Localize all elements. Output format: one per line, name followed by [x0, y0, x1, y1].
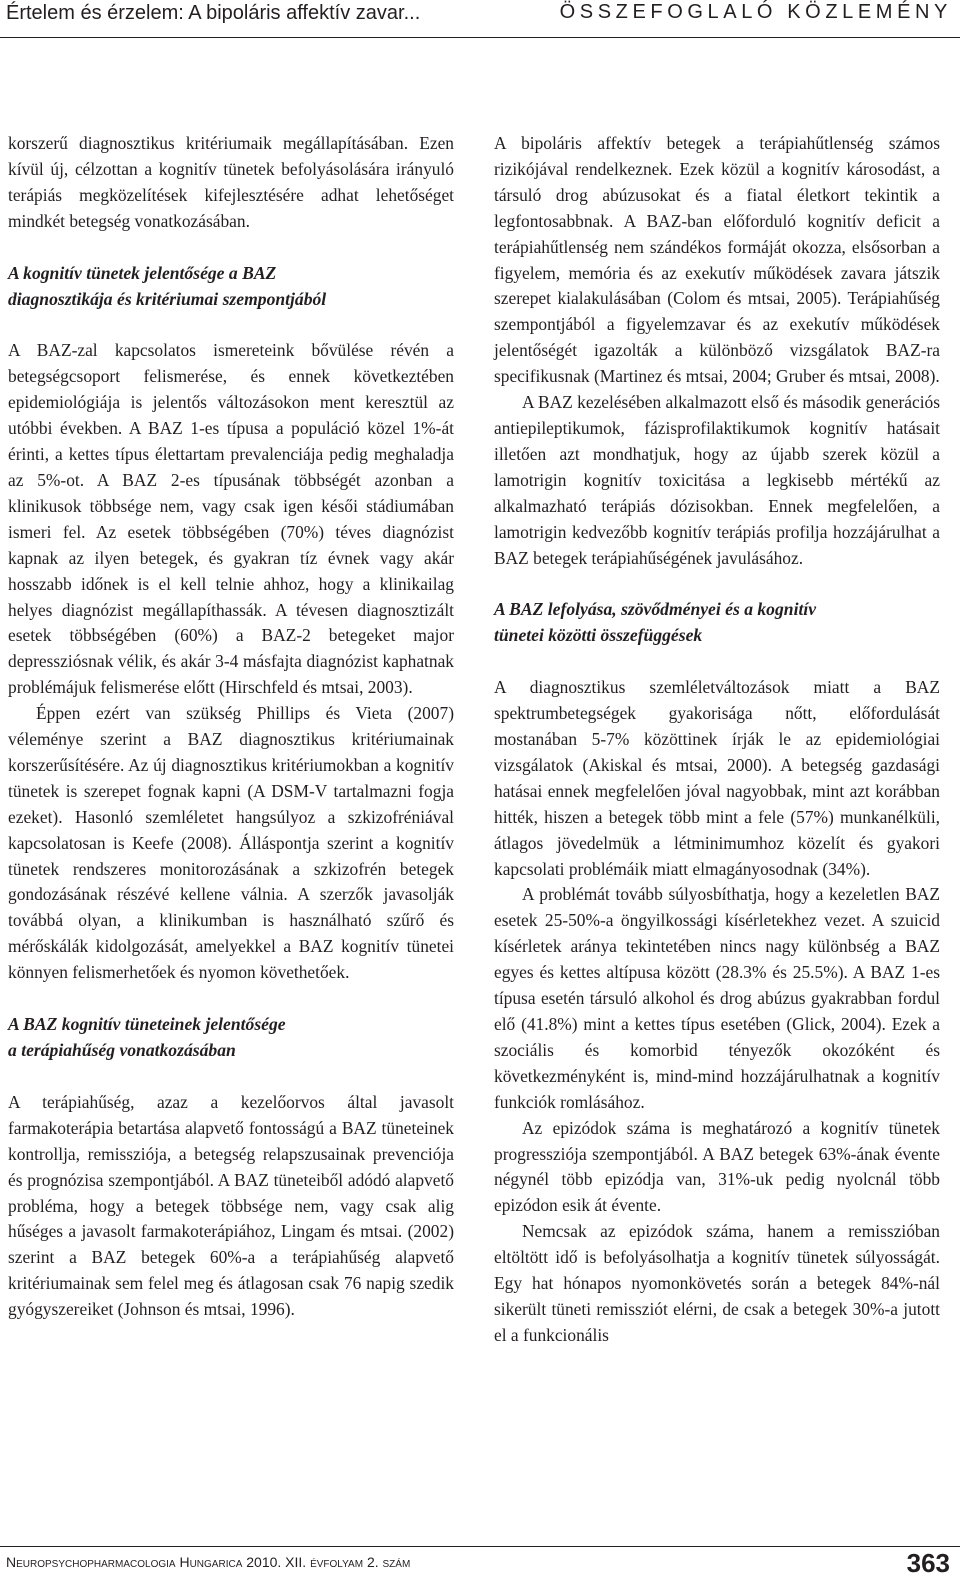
footer-rule: [0, 1546, 960, 1547]
section-heading: [8, 1012, 454, 1064]
paragraph: A problémát tovább súlyosbíthatja, hogy a kezeletlen BAZ esetek 25-50%-a öngyilkossági kísérletekhez vezet. A szuicid kísérletek aránya tekintetében nincs nagy különbség a BAZ egyes és kettes altípusa között (28.3% és 25.5%). A BAZ 1-es típusa esetén társuló alkohol és drog abúzus gyakrabban fordul elő (41.8%) mint a kettes típus esetében (Glick, 2004). Ezek a szociális és komorbid tényezők okozóként és következményként is, mind-mind hozzájárulhatnak a kognitív funkciók romlásához.: [494, 884, 940, 1112]
heading-line: a terápiahűség vonatkozásában: [8, 1040, 236, 1060]
heading-line: A BAZ lefolyása, szövődményei és a kognitív: [494, 599, 817, 620]
heading-line: A BAZ kognitív tüneteinek jelentősége: [8, 1014, 286, 1035]
paragraph: A BAZ-zal kapcsolatos ismereteink bővülése révén a betegségcsoport felismerése, és ennek következtében epidemiológiája is jelentős változásokon ment keresztül az utóbbi években. A BAZ 1-es típusa a populáció közel 1%-át érinti, a kettes típus élettartam prevalenciája pedig meghaladja az 5%-ot. A BAZ 2-es típusának többségét azonban a klinikusok többsége nem, vagy csak igen késői stádiumában ismeri fel. Az esetek többségében (70%) téves diagnózist kapnak az ilyen betegek, és gyakran tíz évnek vagy akár hosszabb időnek is el kell telnie ahhoz, hogy a klinikailag helyes diagnózist megállapíthassák. A tévesen diagnosztizált esetek többségében (60%) a BAZ-2 betegeket major depressziósnak vélik, és akár 3-4 másfajta diagnózist kaphatnak problémájuk felismerése előtt (Hirschfeld és mtsai, 2003).: [8, 340, 454, 698]
paragraph: A bipoláris affektív betegek a terápiahűtlenség számos rizikójával rendelkeznek. Ezek közül a kognitív károsodást, a társuló drog abúzusokat és a fiatal életkort tekintik a legfontosabbnak. A BAZ-ban előforduló kognitív deficit a terápiahűtlenség nem szándékos formáját okozza, elsősorban a figyelem, memória és az exekutív működések zavara játszik szerepet kialakulásában (Colom és mtsai, 2005). Terápiahűség szempontjából a figyelemzavar és az exekutív működések jelentőségét igazolták a különböző vizsgálatok BAZ-ra specifikusnak (Martinez és mtsai, 2004; Gruber és mtsai, 2008).: [494, 133, 940, 387]
paragraph: A diagnosztikus szemléletváltozások miatt a BAZ spektrumbetegségek gyakorisága nőtt, előfordulását mostanában 5-7% közöttinek írják le az epidemiológiai vizsgálatok (Akiskal és mtsai, 2000). A betegség gazdasági hatásai ennek megfelelően jóval nagyobbak, mint azt korábban hitték, hiszen a betegek több mint a fele (57%) munkanélküli, átlagos jövedelmük a létminimumhoz közelít és gyakori kapcsolati problémáik miatt elmagányosodnak (34%).: [494, 677, 940, 879]
heading-line: diagnosztikája és kritériumai szempontjából: [8, 288, 327, 309]
paragraph: Nemcsak az epizódok száma, hanem a remisszióban eltöltött idő is befolyásolhatja a kognitív tünetek súlyosságát. Egy hat hónapos nyomonkövetés során a betegek 84%-nál sikerült tüneti remissziót elérni, de csak a betegek 30%-a jutott el a funkcionális: [494, 1221, 940, 1345]
paragraph: korszerű diagnosztikus kritériumaik megállapításában. Ezen kívül új, célzottan a kognitív tünetek befolyásolására irányuló terápiás megközelítések kifejlesztésére adhat lehetőséget mindkét betegség vonatkozásában.: [8, 133, 454, 231]
paragraph: A terápiahűség, azaz a kezelőorvos által javasolt farmakoterápia betartása alapvető fontosságú a BAZ tüneteinek kontrollja, remissziója, a betegség relapszusainak prevenciója és prognózisa szempontjából. A BAZ tüneteiből adódó alapvető probléma, hogy a betegek többsége nem, vagy csak alig hűséges a javasolt farmakoterápiához, Lingam és mtsai. (2002) szerint a BAZ betegek 60%-a a terápiahűség alapvető kritériumainak sem felel meg és átlagosan csak 76 napig szedik gyógyszereiket (Johnson és mtsai, 1996).: [8, 1091, 454, 1320]
header-rule: [0, 37, 960, 38]
running-header: [0, 0, 960, 40]
heading-line: A kognitív tünetek jelentősége a BAZ: [8, 262, 277, 283]
heading-line: tünetei közötti összefüggések: [494, 625, 703, 646]
paragraph: Az epizódok száma is meghatározó a kognitív tünetek progressziója szempontjából. A BAZ betegek 63%-ának évente négynél több epizódja van, 31%-uk pedig nyolcnál több epizódon esik át évente.: [494, 1117, 940, 1216]
running-title: Értelem és érzelem: A bipoláris affektív zavar...: [6, 2, 421, 24]
section-label: ÖSSZEFOGLALÓ KÖZLEMÉNY: [559, 1, 952, 23]
paragraph: A BAZ kezelésében alkalmazott első és második generációs antiepileptikumok, fázisprofilaktikumok kognitív hatásait illetően azt mondhatjuk, hogy az újabb szerek közül a lamotrigin kognitív toxicitása a legkisebb mértékű az alkalmazható terápiás dózisokban. Ennek megfelelően, a lamotrigin kedvezőbb kognitív terápiás profilja hozzájárulhat a BAZ betegek terápiahűségének javulásához.: [494, 392, 940, 568]
section-heading: [494, 597, 940, 649]
right-column: [494, 131, 940, 1349]
left-column: [8, 131, 454, 1323]
paragraph: Éppen ezért van szükség Phillips és Vieta (2007) véleménye szerint a BAZ diagnosztikus kritériumainak korszerűsítésére. Az új diagnosztikus kritériumokban a kognitív tünetek is szerepet fognak kapni (A DSM-V tartalmazni fogja ezeket). Hasonló szemléletet hangsúlyoz a szkizofréniával kapcsolatosan is Keefe (2008). Álláspontja szerint a kognitív tünetek rendszeres monitorozásának a szkizofrén betegek gondozásának részévé kellene válnia. A szerzők javasolják továbbá olyan, a klinikumban is használható szűrő és mérőskálák kidolgozását, amelyekkel a BAZ kognitív tünetei könnyen felismerhetőek és nyomon követhetőek.: [8, 703, 454, 983]
page-footer: [0, 1538, 960, 1590]
journal-citation: Neuropsychopharmacologia Hungarica 2010. XII. évfolyam 2. szám: [6, 1554, 411, 1570]
page-number: 363: [906, 1548, 950, 1578]
section-heading: [8, 261, 454, 313]
